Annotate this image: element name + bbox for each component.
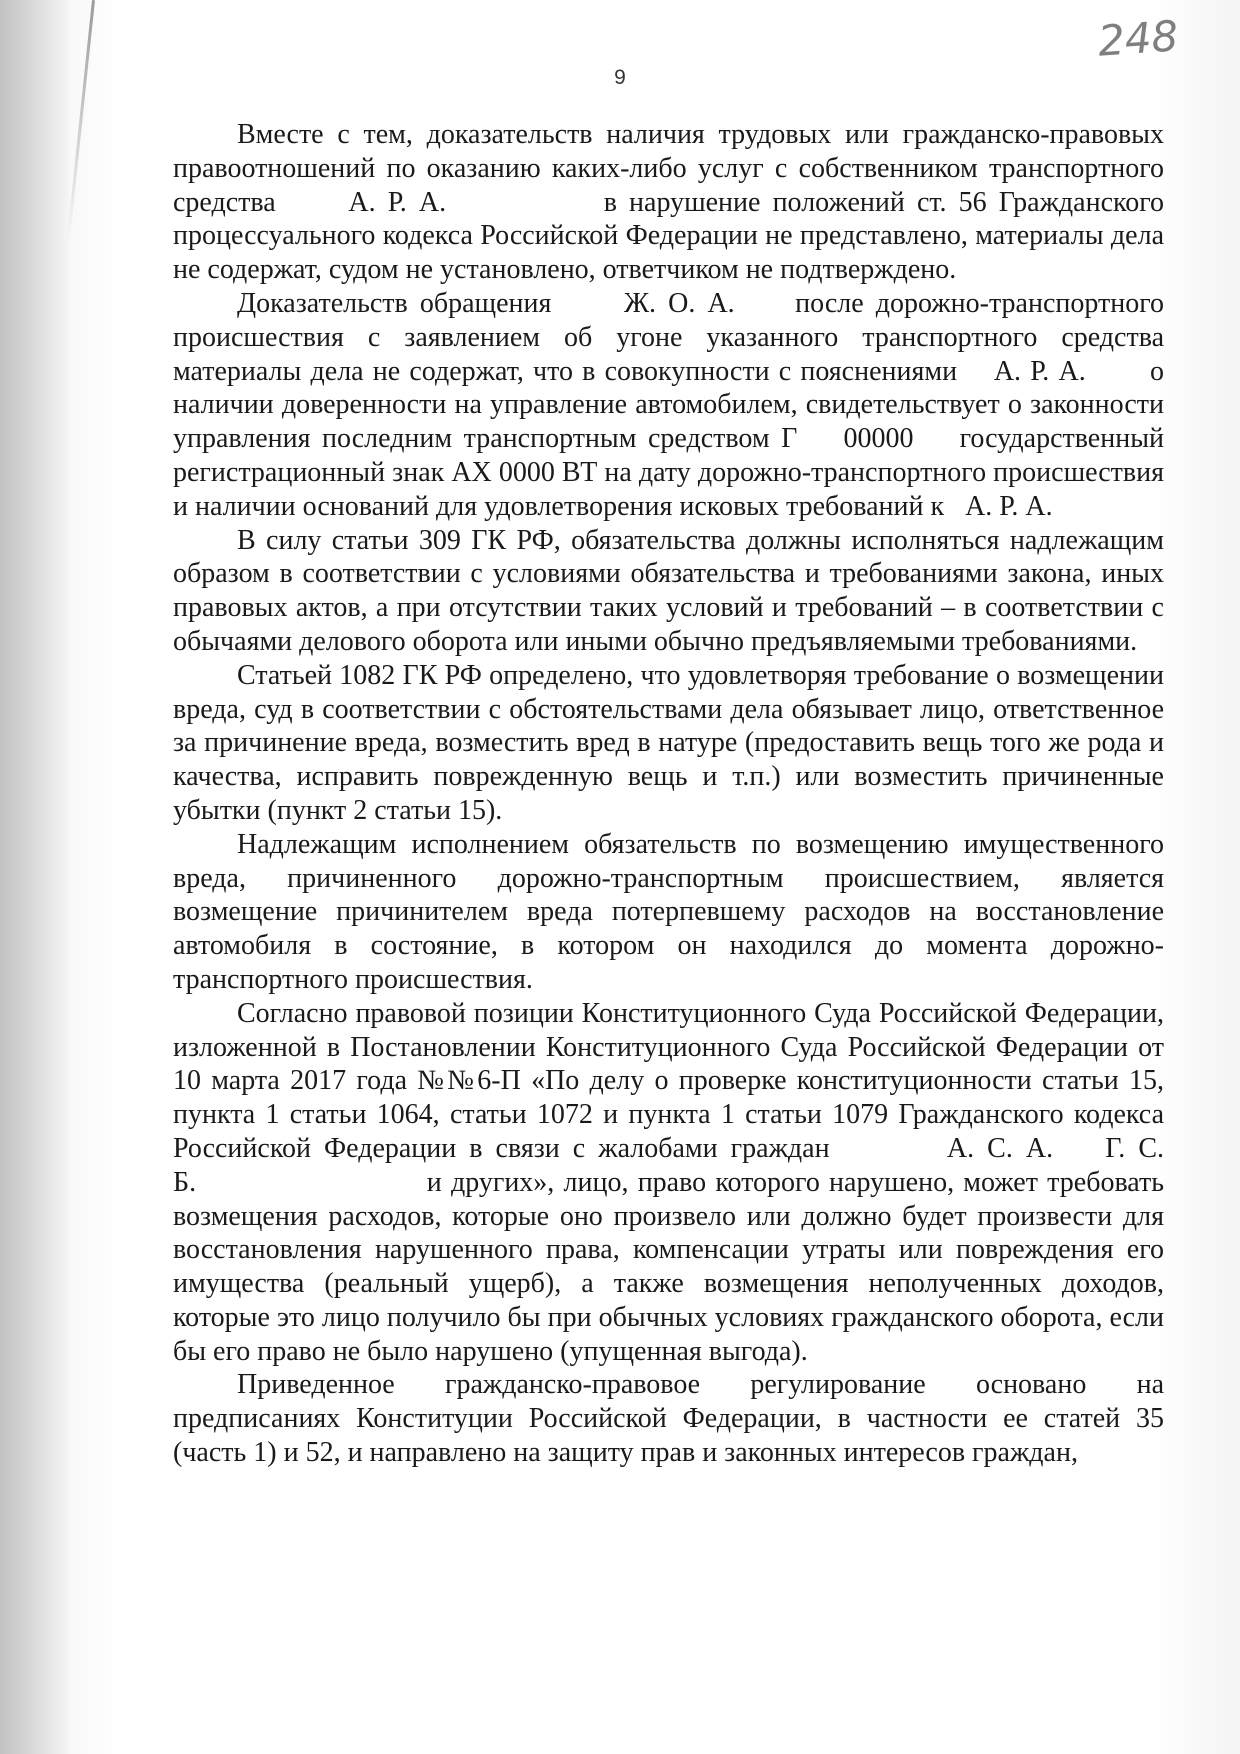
paragraph-theft-report-evidence: Доказательств обращения Ж. О. А. после дорожно-транспортного происшествия с заявлением об угоне указанного транспортного средства материалы дела не содержат, что в совокупности с пояснениями А. Р. А. о наличии доверенности на управление автомобилем, свидетельствует о законности управления последним транспортным средством Г 00000 государственный регистрационный знак АХ 0000 ВТ на дату дорожно-транспортного происшествия и наличии оснований для удовлетворения исковых требований к А. Р. А.: [173, 287, 1164, 522]
paragraph-employment-evidence: Вместе с тем, доказательств наличия трудовых или гражданско-правовых правоотношений по оказанию каких-либо услуг с собственником транспортного средства А. Р. А. в нарушение положений ст. 56 Гражданского процессуального кодекса Российской Федерации не представлено, материалы дела не содержат, судом не установлено, ответчиком не подтверждено.: [173, 119, 1164, 286]
handwritten-sheet-number: 248: [1096, 11, 1180, 66]
document-body: [173, 118, 1164, 1470]
page-number: 9: [614, 66, 626, 89]
paragraph-proper-performance: Надлежащим исполнением обязательств по возмещению имущественного вреда, причиненного дорожно-транспортным происшествием, является возмещение причинителем вреда потерпевшему расходов на восстановление автомобиля в состояние, в котором он находился до момента дорожно-транспортного происшествия.: [173, 828, 1164, 995]
scan-edge-shadow: [0, 0, 70, 1754]
paragraph-civil-regulation: Приведенное гражданско-правовое регулирование основано на предписаниях Конституции Российской Федерации, в частности ее статей 35 (часть 1) и 52, и направлено на защиту прав и законных интересов граждан,: [173, 1369, 1164, 1469]
scan-fold-line: [67, 0, 95, 239]
paragraph-article-309: В силу статьи 309 ГК РФ, обязательства должны исполняться надлежащим образом в соответствии с условиями обязательства и требованиями закона, иных правовых актов, а при отсутствии таких условий и требований – в соответствии с обычаями делового оборота или иными обычно предъявляемыми требованиями.: [173, 524, 1164, 657]
paragraph-constitutional-court-position: Согласно правовой позиции Конституционного Суда Российской Федерации, изложенной в Постановлении Конституционного Суда Российской Федерации от 10 марта 2017 года №№6-П «По делу о проверке конституционности статьи 15, пункта 1 статьи 1064, статьи 1072 и пункта 1 статьи 1079 Гражданского кодекса Российской Федерации в связи с жалобами граждан А. С. А. Г. С. Б. и других», лицо, право которого нарушено, может требовать возмещения расходов, которые оно произвело или должно будет произвести для восстановления нарушенного права, компенсации утраты или повреждения его имущества (реальный ущерб), а также возмещения неполученных доходов, которые это лицо получило бы при обычных условиях гражданского оборота, если бы его право не было нарушено (упущенная выгода).: [173, 997, 1164, 1367]
paragraph-article-1082: Статьей 1082 ГК РФ определено, что удовлетворяя требование о возмещении вреда, суд в соответствии с обстоятельствами дела обязывает лицо, ответственное за причинение вреда, возместить вред в натуре (предоставить вещь того же рода и качества, исправить поврежденную вещь и т.п.) или возместить причиненные убытки (пункт 2 статьи 15).: [173, 659, 1164, 826]
